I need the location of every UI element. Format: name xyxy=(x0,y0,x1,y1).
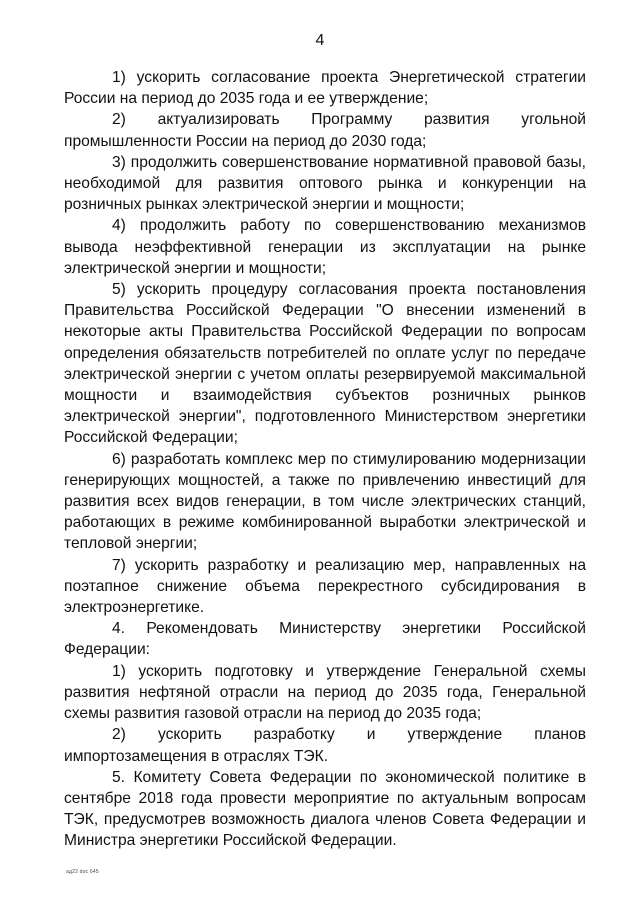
paragraph-item-2-coal-program: 2) актуализировать Программу развития угольной промышленности России на период до 2030 года; xyxy=(64,111,586,150)
paragraph-item-3-legal-framework: 3) продолжить совершенствование нормативной правовой базы, необходимой для развития оптового рынка и конкуренции на розничных рынках электрической энергии и мощности; xyxy=(64,153,586,214)
paragraph-section-5-committee-event: 5. Комитету Совета Федерации по экономической политике в сентябре 2018 года провести мероприятие по актуальным вопросам ТЭК, предусмотрев возможность диалога членов Совета Федерации и Министра энергетики Российской Федерации. xyxy=(64,768,586,850)
paragraph-item-5-government-resolution: 5) ускорить процедуру согласования проекта постановления Правительства Российской Федерации "О внесении изменений в некоторые акты Правительства Российской Федерации по вопросам определения обязательств потребителей по оплате услуг по передаче электрической энергии с учетом оплаты резервируемой максимальной мощности и взаимодействия субъектов розничных рынков электрической энергии", подготовленного Министерством энергетики Российской Федерации; xyxy=(64,281,586,447)
paragraph-item-1-energy-strategy: 1) ускорить согласование проекта Энергетической стратегии России на период до 2035 года и ее утверждение; xyxy=(64,69,586,108)
paragraph-item-7-cross-subsidy: 7) ускорить разработку и реализацию мер, направленных на поэтапное снижение объема перекрестного субсидирования в электроэнергетике. xyxy=(64,556,586,617)
document-body xyxy=(64,67,586,852)
paragraph-section-4-recommendation: 4. Рекомендовать Министерству энергетики Российской Федерации: xyxy=(64,620,586,659)
paragraph-section-4-item-2-import-substitution: 2) ускорить разработку и утверждение планов импортозамещения в отраслях ТЭК. xyxy=(64,726,586,765)
paragraph-item-4-generation-retirement: 4) продолжить работу по совершенствованию механизмов вывода неэффективной генерации из эксплуатации на рынке электрической энергии и мощности; xyxy=(64,217,586,277)
footer-document-code: ад22 doc 645 xyxy=(66,869,99,875)
paragraph-section-4-item-1-general-schemes: 1) ускорить подготовку и утверждение Генеральной схемы развития нефтяной отрасли на период до 2035 года, Генеральной схемы развития газовой отрасли на период до 2035 года; xyxy=(64,662,586,723)
page-number: 4 xyxy=(315,32,325,49)
paragraph-item-6-modernization-measures: 6) разработать комплекс мер по стимулированию модернизации генерирующих мощностей, а также по привлечению инвестиций для развития всех видов генерации, в том числе электрических станций, работающих в режиме комбинированной выработки электрической и тепловой энергии; xyxy=(64,450,586,553)
